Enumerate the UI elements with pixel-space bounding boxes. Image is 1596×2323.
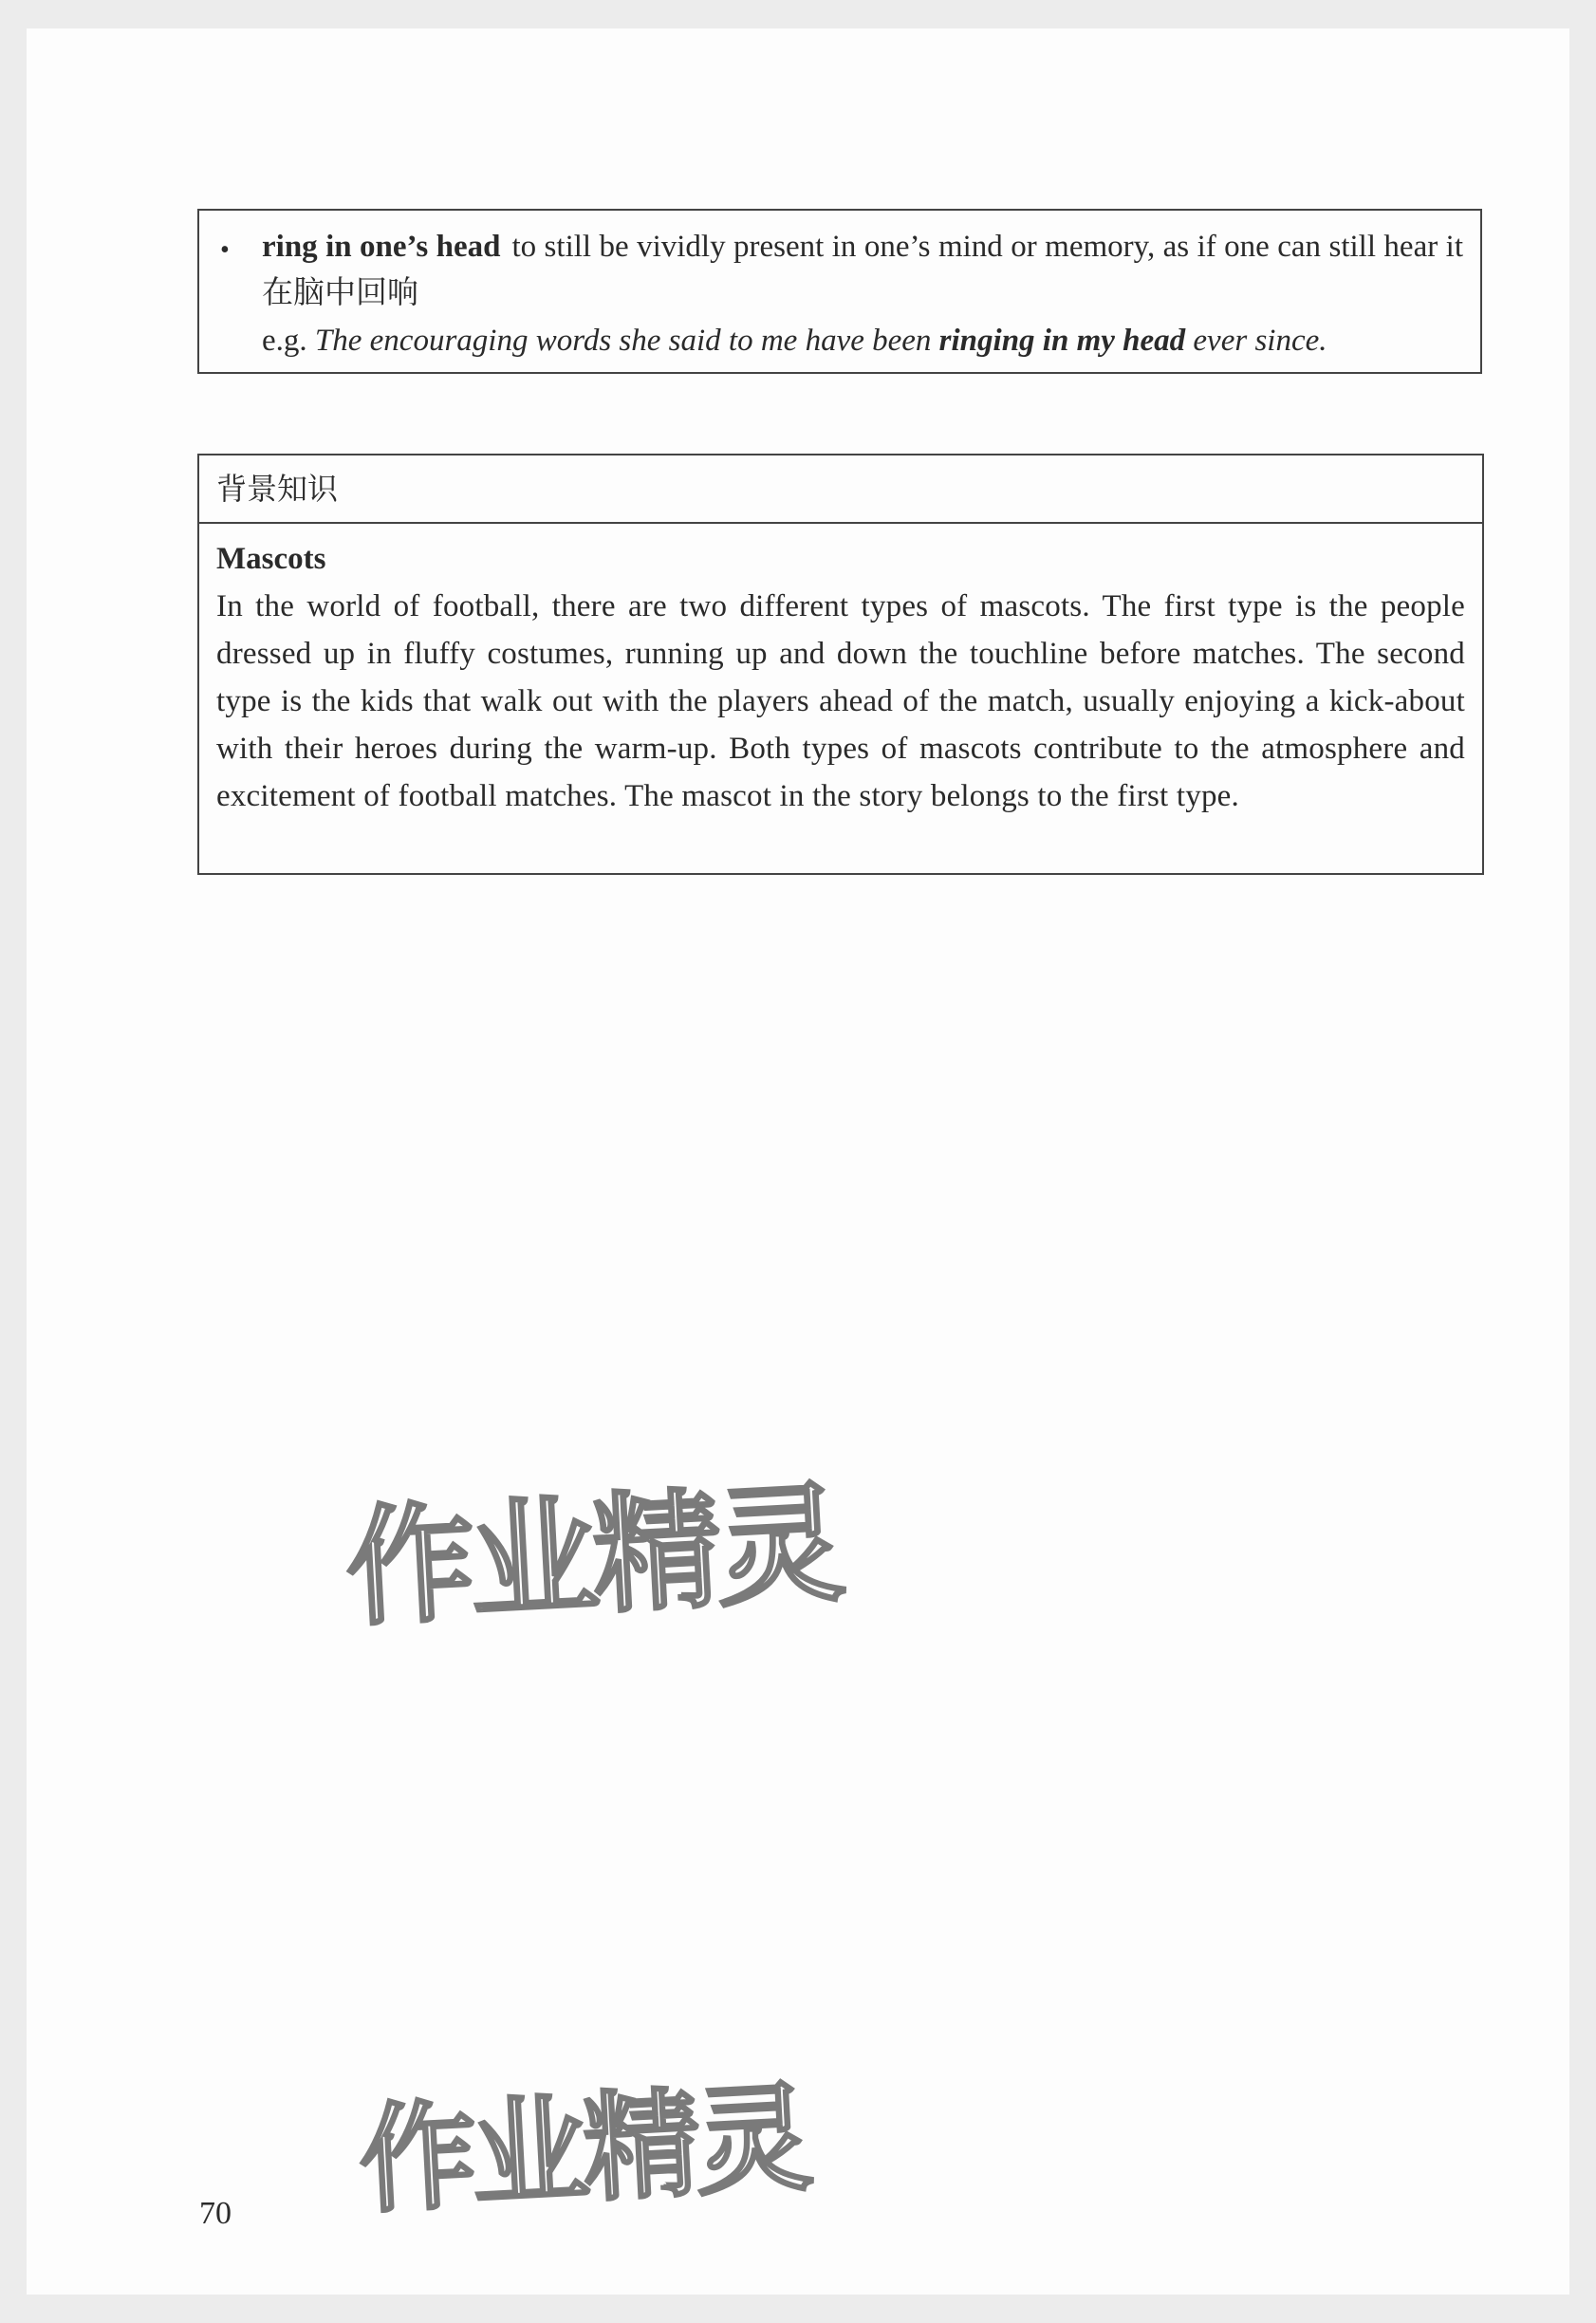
document-page: [27, 28, 1569, 2295]
vocabulary-definition: to still be vividly present in one’s mind or memory, as if one can still hear it 在脑中回响: [262, 230, 1463, 310]
background-knowledge-header: 背景知识: [199, 455, 1482, 524]
example-highlight: ringing in my head: [938, 324, 1186, 358]
background-paragraph: In the world of football, there are two different types of mascots. The first type is the people dressed up in fluffy costumes, running up and down the touchline before matches. The second type is the kids that walk out with the players ahead of the match, usually enjoying a kick-about with their heroes during the warm-up. Both types of mascots contribute to the atmosphere and excitement of football matches. The mascot in the story belongs to the first type.: [216, 589, 1465, 813]
vocabulary-entry: [262, 224, 1463, 317]
watermark-logo: 作业精灵: [342, 1469, 844, 1645]
watermark-logo-bottom: 作业精灵: [356, 2070, 811, 2231]
background-knowledge-body: [199, 524, 1482, 820]
example-text-after: ever since.: [1185, 324, 1327, 358]
example-sentence: [315, 324, 1327, 358]
bullet-icon: •: [220, 235, 230, 265]
vocabulary-example: [262, 317, 1463, 364]
vocabulary-term: ring in one’s head: [262, 230, 501, 264]
example-text-before: The encouraging words she said to me have been: [314, 324, 939, 358]
example-prefix: e.g.: [262, 324, 307, 358]
vocabulary-box: [197, 209, 1482, 374]
background-knowledge-box: [197, 454, 1484, 875]
background-title: Mascots: [216, 542, 326, 576]
page-number: 70: [199, 2196, 232, 2231]
